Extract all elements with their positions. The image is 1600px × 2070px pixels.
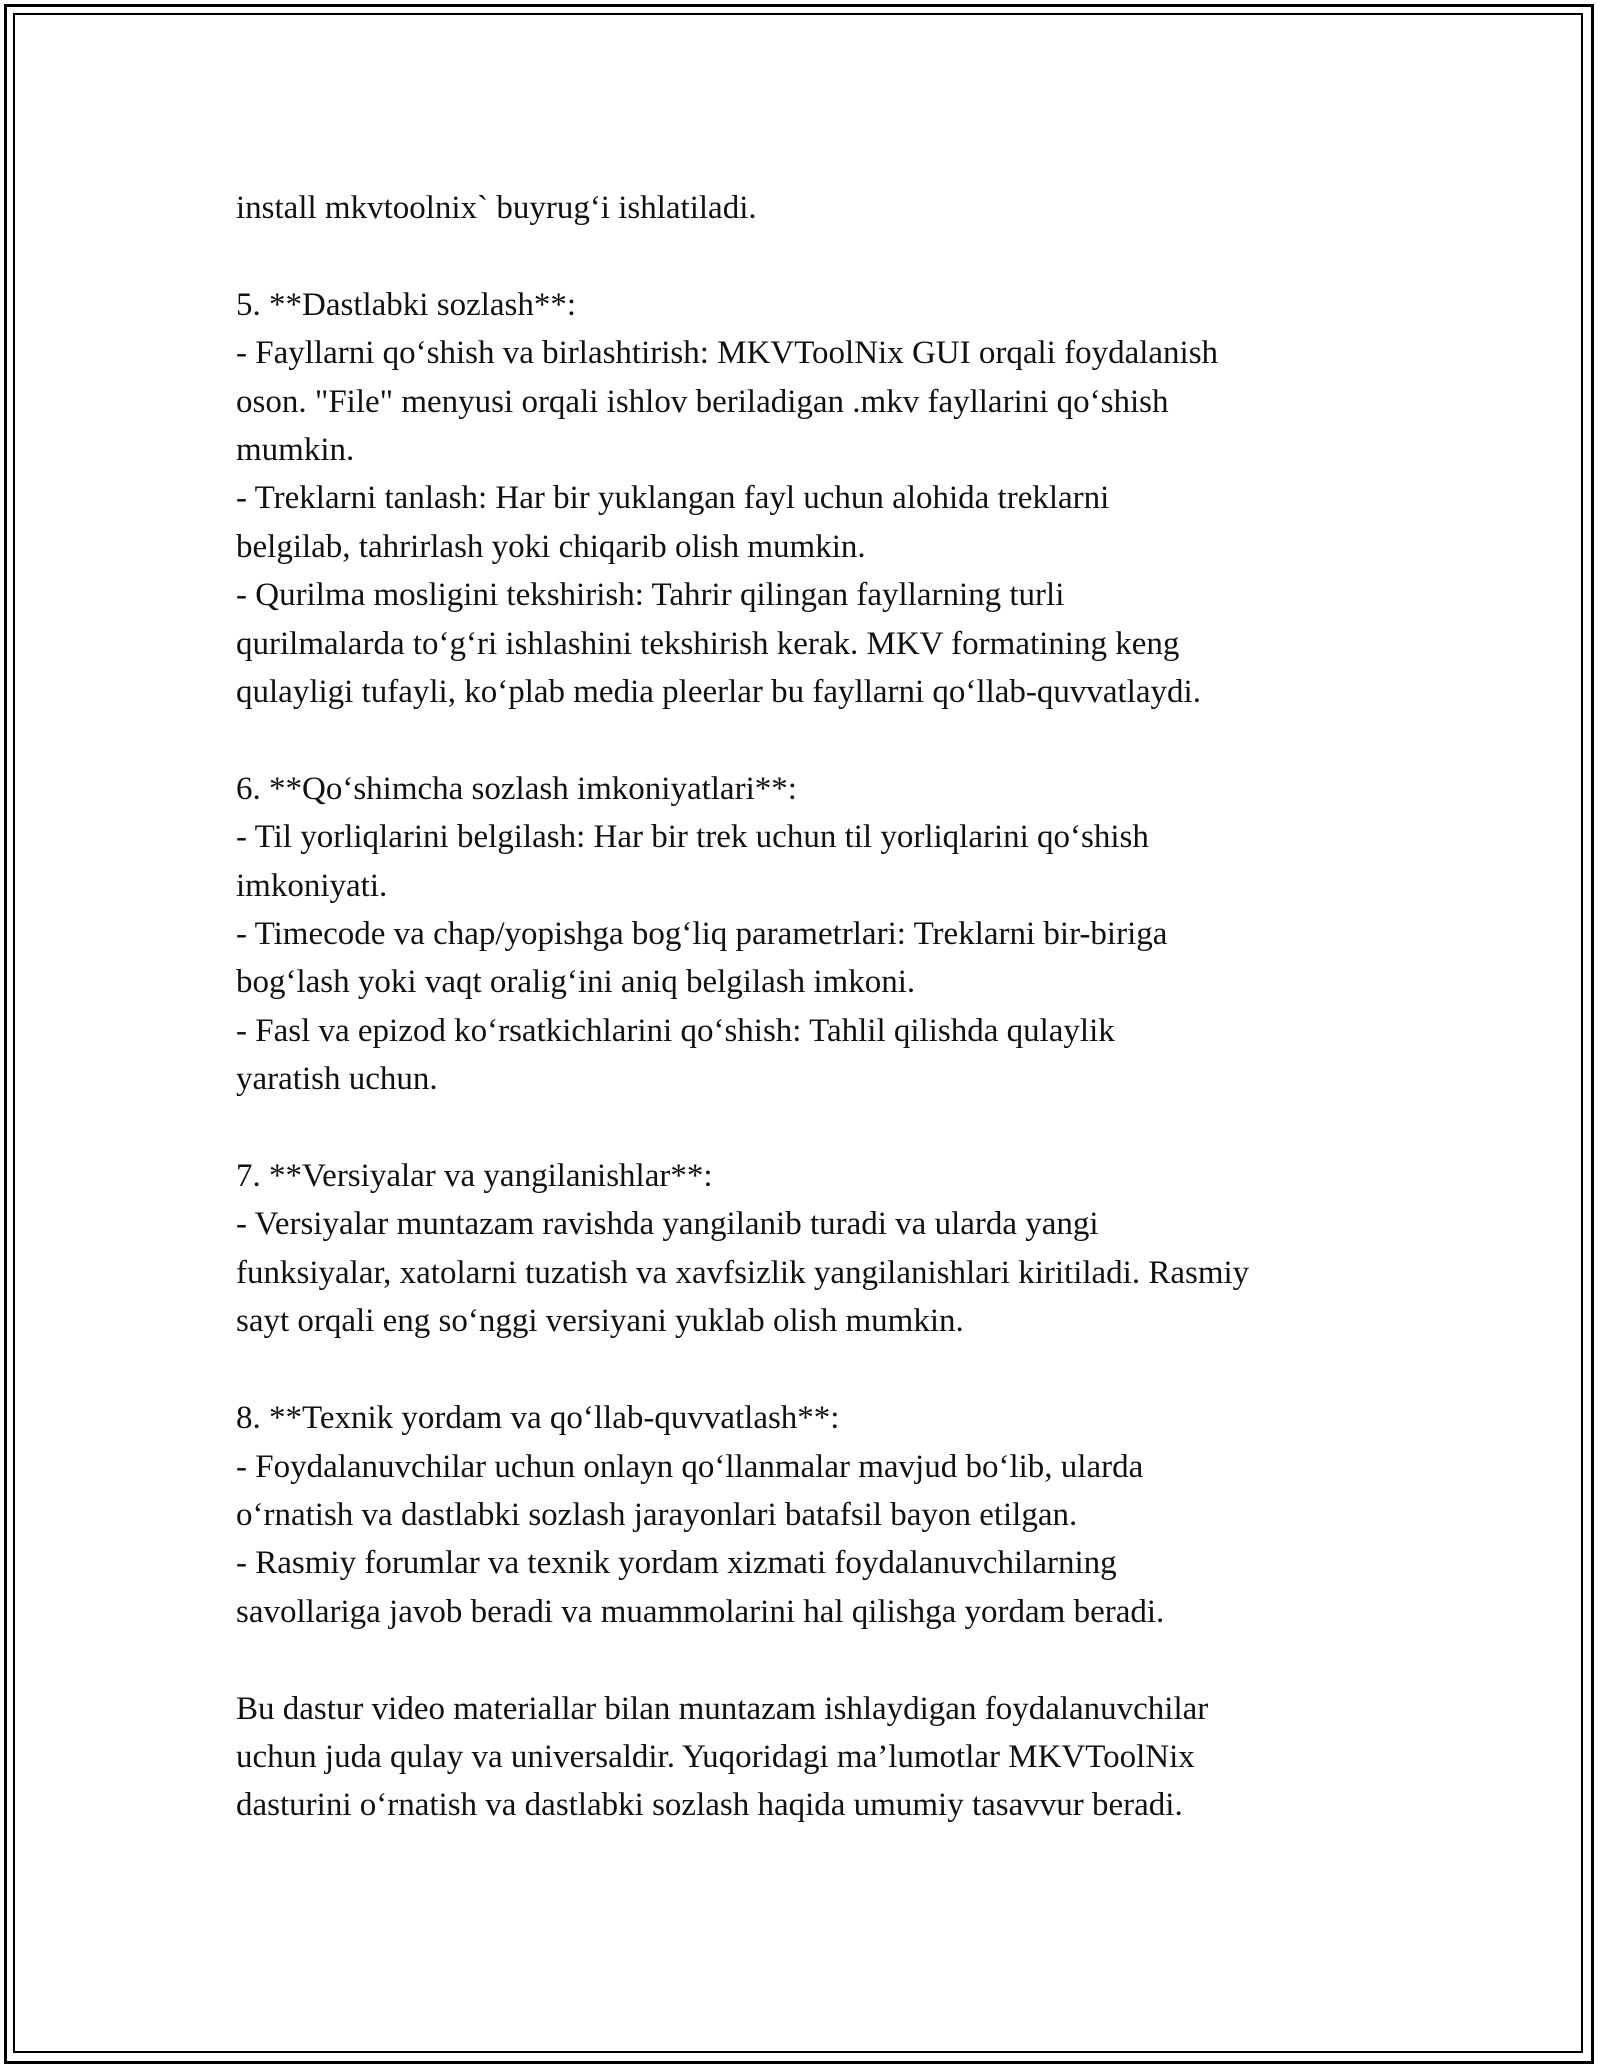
blank-line [236, 1636, 1386, 1684]
blank-line [236, 1104, 1386, 1152]
text-line: qulayligi tufayli, ko‘plab media pleerlar bu fayllarni qo‘llab-quvvatlaydi. [236, 674, 1201, 711]
conclusion-line: uchun juda qulay va universaldir. Yuqoridagi ma’lumotlar MKVToolNix [236, 1738, 1195, 1775]
text-line: belgilab, tahrirlash yoki chiqarib olish mumkin. [236, 528, 866, 565]
bullet-line: - Timecode va chap/yopishga bog‘liq parametrlari: Treklarni bir-biriga [236, 916, 1168, 953]
section-heading-7: 7. **Versiyalar va yangilanishlar**: [236, 1158, 713, 1195]
text-line: savollariga javob beradi va muammolarini hal qilishga yordam beradi. [236, 1593, 1165, 1630]
section-heading-8: 8. **Texnik yordam va qo‘llab-quvvatlash**: [236, 1400, 840, 1437]
text-line: yaratish uchun. [236, 1061, 438, 1098]
bullet-line: - Rasmiy forumlar va texnik yordam xizmati foydalanuvchilarning [236, 1545, 1117, 1582]
bullet-line: - Til yorliqlarini belgilash: Har bir trek uchun til yorliqlarini qo‘shish [236, 819, 1149, 856]
text-line: qurilmalarda to‘g‘ri ishlashini tekshirish kerak. MKV formatining keng [236, 625, 1180, 662]
text-line: o‘rnatish va dastlabki sozlash jarayonlari batafsil bayon etilgan. [236, 1496, 1078, 1533]
bullet-line: - Foydalanuvchilar uchun onlayn qo‘llanmalar mavjud bo‘lib, ularda [236, 1448, 1144, 1485]
text-line: install mkvtoolnix` buyrug‘i ishlatiladi. [236, 190, 757, 226]
bullet-line: - Versiyalar muntazam ravishda yangilanib turadi va ularda yangi [236, 1206, 1099, 1243]
blank-line [236, 1346, 1386, 1394]
bullet-line: - Fayllarni qo‘shish va birlashtirish: MKVToolNix GUI orqali foydalanish [236, 335, 1219, 372]
blank-line [236, 232, 1386, 280]
text-line: funksiyalar, xatolarni tuzatish va xavfsizlik yangilanishlari kiritiladi. Rasmiy [236, 1254, 1250, 1291]
conclusion-line: dasturini o‘rnatish va dastlabki sozlash haqida umumiy tasavvur beradi. [236, 1787, 1183, 1824]
document-body [236, 184, 1386, 1830]
text-line: mumkin. [236, 432, 355, 469]
section-heading-6: 6. **Qo‘shimcha sozlash imkoniyatlari**: [236, 770, 797, 807]
bullet-line: - Treklarni tanlash: Har bir yuklangan fayl uchun alohida treklarni [236, 480, 1110, 517]
text-line: bog‘lash yoki vaqt oralig‘ini aniq belgilash imkoni. [236, 964, 916, 1001]
conclusion-line: Bu dastur video materiallar bilan muntazam ishlaydigan foydalanuvchilar [236, 1690, 1209, 1727]
section-heading-5: 5. **Dastlabki sozlash**: [236, 286, 577, 323]
bullet-line: - Qurilma mosligini tekshirish: Tahrir qilingan fayllarning turli [236, 577, 1065, 614]
text-line: sayt orqali eng so‘nggi versiyani yuklab olish mumkin. [236, 1303, 964, 1340]
text-line: oson. "File" menyusi orqali ishlov beriladigan .mkv fayllarini qo‘shish [236, 383, 1169, 420]
bullet-line: - Fasl va epizod ko‘rsatkichlarini qo‘shish: Tahlil qilishda qulaylik [236, 1012, 1115, 1049]
blank-line [236, 716, 1386, 764]
text-line: imkoniyati. [236, 867, 388, 904]
